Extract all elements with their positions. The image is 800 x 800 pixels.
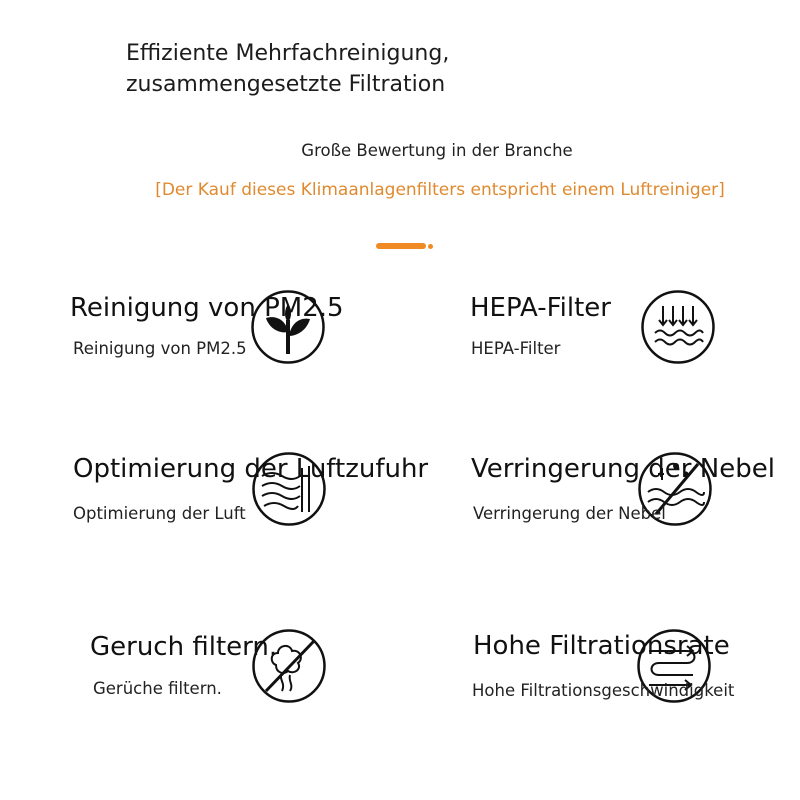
- feature-fog-title: Verringerung der Nebel: [471, 454, 775, 484]
- feature-filtration-rate-subtitle: Hohe Filtrationsgeschwindigkeit: [472, 681, 735, 700]
- accent-divider-dot: [428, 244, 433, 249]
- feature-hepa-title: HEPA-Filter: [470, 293, 611, 323]
- headline-line-1: Effiziente Mehrfachreinigung,: [126, 41, 450, 66]
- arrows-waves-icon: [641, 290, 715, 364]
- accent-divider: [376, 243, 426, 249]
- feature-odor-subtitle: Gerüche filtern.: [93, 679, 222, 698]
- feature-hepa-subtitle: HEPA-Filter: [471, 339, 561, 358]
- feature-filtration-rate-title: Hohe Filtrationsrate: [473, 631, 730, 661]
- feature-airflow-subtitle: Optimierung der Luft: [73, 504, 246, 523]
- purifier-note: [Der Kauf dieses Klimaanlagenfilters entspricht einem Luftreiniger]: [155, 180, 725, 200]
- feature-pm25-subtitle: Reinigung von PM2.5: [73, 339, 247, 358]
- page-title: [126, 38, 449, 100]
- rating-subtitle: Große Bewertung in der Branche: [301, 141, 573, 160]
- feature-pm25-title: Reinigung von PM2.5: [70, 293, 344, 323]
- feature-odor-title: Geruch filtern.: [90, 632, 278, 662]
- headline-line-2: zusammengesetzte Filtration: [126, 72, 446, 97]
- feature-airflow-title: Optimierung der Luftzufuhr: [73, 454, 429, 484]
- feature-fog-subtitle: Verringerung der Nebel: [473, 504, 666, 523]
